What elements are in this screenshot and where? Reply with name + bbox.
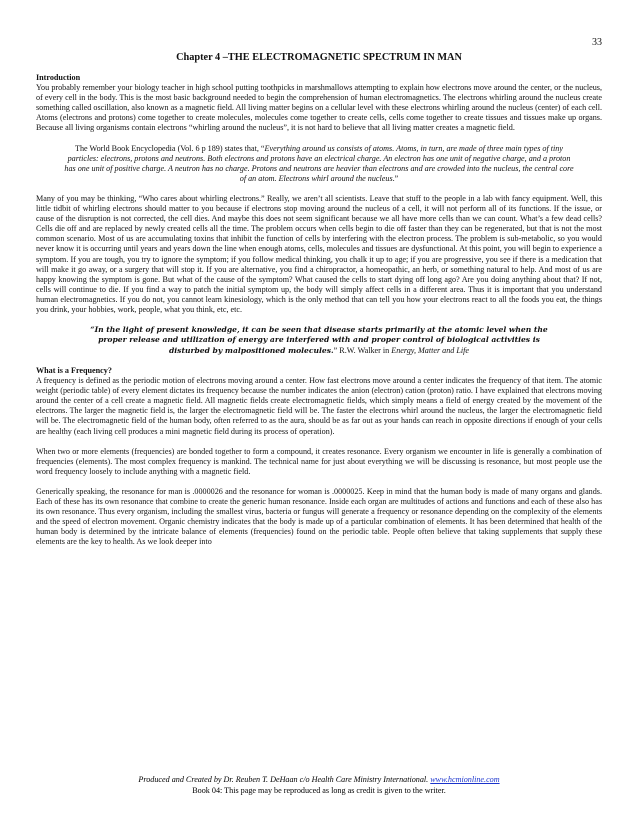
- page-number: 33: [592, 37, 602, 48]
- section-heading-frequency: What is a Frequency?: [36, 365, 112, 375]
- quote-intro: The World Book Encyclopedia (Vol. 6 p 189) states that, “: [75, 143, 265, 153]
- section-heading-introduction: Introduction: [36, 73, 81, 82]
- quote-body: Everything around us consists of atoms. Atoms, in turn, are made of three main types of tiny particles: electrons, protons and neutrons. Both electrons and protons have an electrical charge. An electron has one unit of negative charge, and a proton has one unit of positive charge. A neutron has no charge. Protons and neutrons are heavier than electrons and are crowded into the nucleus, the central core of an atom. Electrons whirl around the nucleus: [64, 143, 574, 183]
- world-book-quote: [64, 144, 574, 184]
- footer-link[interactable]: www.hcmionline.com: [430, 775, 500, 784]
- chapter-title: Chapter 4 –THE ELECTROMAGNETIC SPECTRUM IN MAN: [176, 52, 462, 63]
- walker-source: Energy, Matter and Life: [391, 345, 470, 355]
- intro-paragraph-2: Many of you may be thinking, “Who cares about whirling electrons.” Really, we aren’t all scientists. Leave that stuff to the people in a lab with fancy equipment. Well, this little tidbit of whirling electrons should matter to you because if electrons stop moving around the nucleus of a cell, it will not perform all of its functions. If the issue, or cause of the disruption is not corrected, the cell dies. And maybe this does not seem significant because we all have more cells than we can count. What’s a few dead cells? Cells die off and are replaced by newly created cells all the time. The problem occurs when cells begin to die off faster than they can be regenerated, but that is not the most common scenario. Most of us are accumulating toxins that inhibit the function of cells by interfering with the electron process. The problem is sub-metabolic, so you would never know it is occurring until years and years down the line when enough atoms, cells, molecules and tissues are dysfunctional. At this point, you will begin to experience a symptom. If you are tough, you try to ignore the symptom; if you follow medical thinking, you chalk it up to age; if you are progressive, you see if there is a medication that will make it go away, or a surgery that will stop it. If you are alternative, you find a chiropractor, a homeopathic, an herb, or something natural to help. And most of us are happy knowing the symptom is gone. But what of the cause of the symptom? What caused the cells to start dying off long ago? Are you doing anything about that? If not, cells will continue to die. If you find a way to patch the initial symptom up, the body will simply affect cells in a different area. Thus it is important that you understand human electromagnetics. If you do not, you cannot learn kinesiology, which is the only method that can tell you how your electrons react to all the foods you eat, the things you drink, your hobbies, work, people, what you think, etc, etc.: [36, 193, 602, 314]
- walker-quote-text: “In the light of present knowledge, it can be seen that disease starts primarily at the atomic level when the proper release and utilization of energy are interfered with and proper control of biological activities is disturbed by malpositioned molecules.: [90, 325, 548, 355]
- footer-credit: Produced and Created by Dr. Reuben T. DeHaan c/o Health Care Ministry International.: [138, 775, 431, 784]
- walker-quote: [78, 325, 560, 356]
- footer-line-2: Book 04: This page may be reproduced as long as credit is given to the writer.: [192, 786, 446, 795]
- quote-end: .”: [392, 173, 399, 183]
- frequency-paragraph-3: Generically speaking, the resonance for man is .0000026 and the resonance for woman is .0000025. Keep in mind that the human body is made of many organs and glands. Each of these has its own resonance that combine to create the generic human resonance. Inside each organ are multitudes of actions and functions and each of these also has its own resonance. Thus every organism, including the smallest virus, bacteria or fungus will generate a frequency or resonance depending on the complexity of the elements and the speed of electron movement. Organic chemistry indicates that the body is made up of a particular combination of elements. It has been determined that health of the human body is determined by the intricate balance of elements (frequencies) found on the periodic table. People often believe that taking supplements that supply these elements are the key to health. As we look deeper into: [36, 486, 602, 547]
- page-footer: [36, 774, 602, 796]
- frequency-paragraph-2: When two or more elements (frequencies) are bonded together to form a compound, it creates resonance. Every organism we encounter in life is generally a combination of frequencies (elements). The most complex frequency is mankind. The technical name for just about everything we will be discussing is resonance, but most people use the word frequency loosely to include anything with a magnetic field.: [36, 446, 602, 476]
- intro-paragraph-1: You probably remember your biology teacher in high school putting toothpicks in marshmallows attempting to explain how electrons move around the center, or the nucleus, of every cell in the body. This is the most basic background needed to begin the comprehension of human electromagnetics. The electrons whirling around the nucleus create something called oscillation, also known as a magnetic field. All living matter begins on a cellular level with these electrons whirling around the nucleus (center) of each cell. Atoms (electrons and protons) come together to create molecules, molecules come together to create cells, cells come together to create tissues and tissues make up organs. Because all living organisms contain electrons “whirling around the nucleus”, it is not hard to believe that all living matter creates a magnetic field.: [36, 83, 602, 133]
- footer-line-1: [36, 774, 602, 785]
- walker-attribution: ” R.W. Walker in: [333, 345, 392, 355]
- frequency-paragraph-1: A frequency is defined as the periodic motion of electrons moving around a center. How fast electrons move around a center indicates the frequency of that item. The atomic weight (periodic table) of every element dictates its frequency because the number indicates the anion (electron) cation (proton) ratio. I have explained that electrons moving around the center of a cell create a magnetic field. All magnetic fields create electromagnetic fields, which simply means a field of energy created by the movement of the electrons. The larger the magnetic field is, the larger the electromagnetic field will be. The faster the electrons whirl around the nucleus, the larger the electromagnetic field will be. The electromagnetic field of the human body, often referred to as the aura, should be as far out as your hands can reach in opposite directions if enough of your cells are healthy (each living cell produces a mini magnetic field during its process of operation).: [36, 376, 602, 436]
